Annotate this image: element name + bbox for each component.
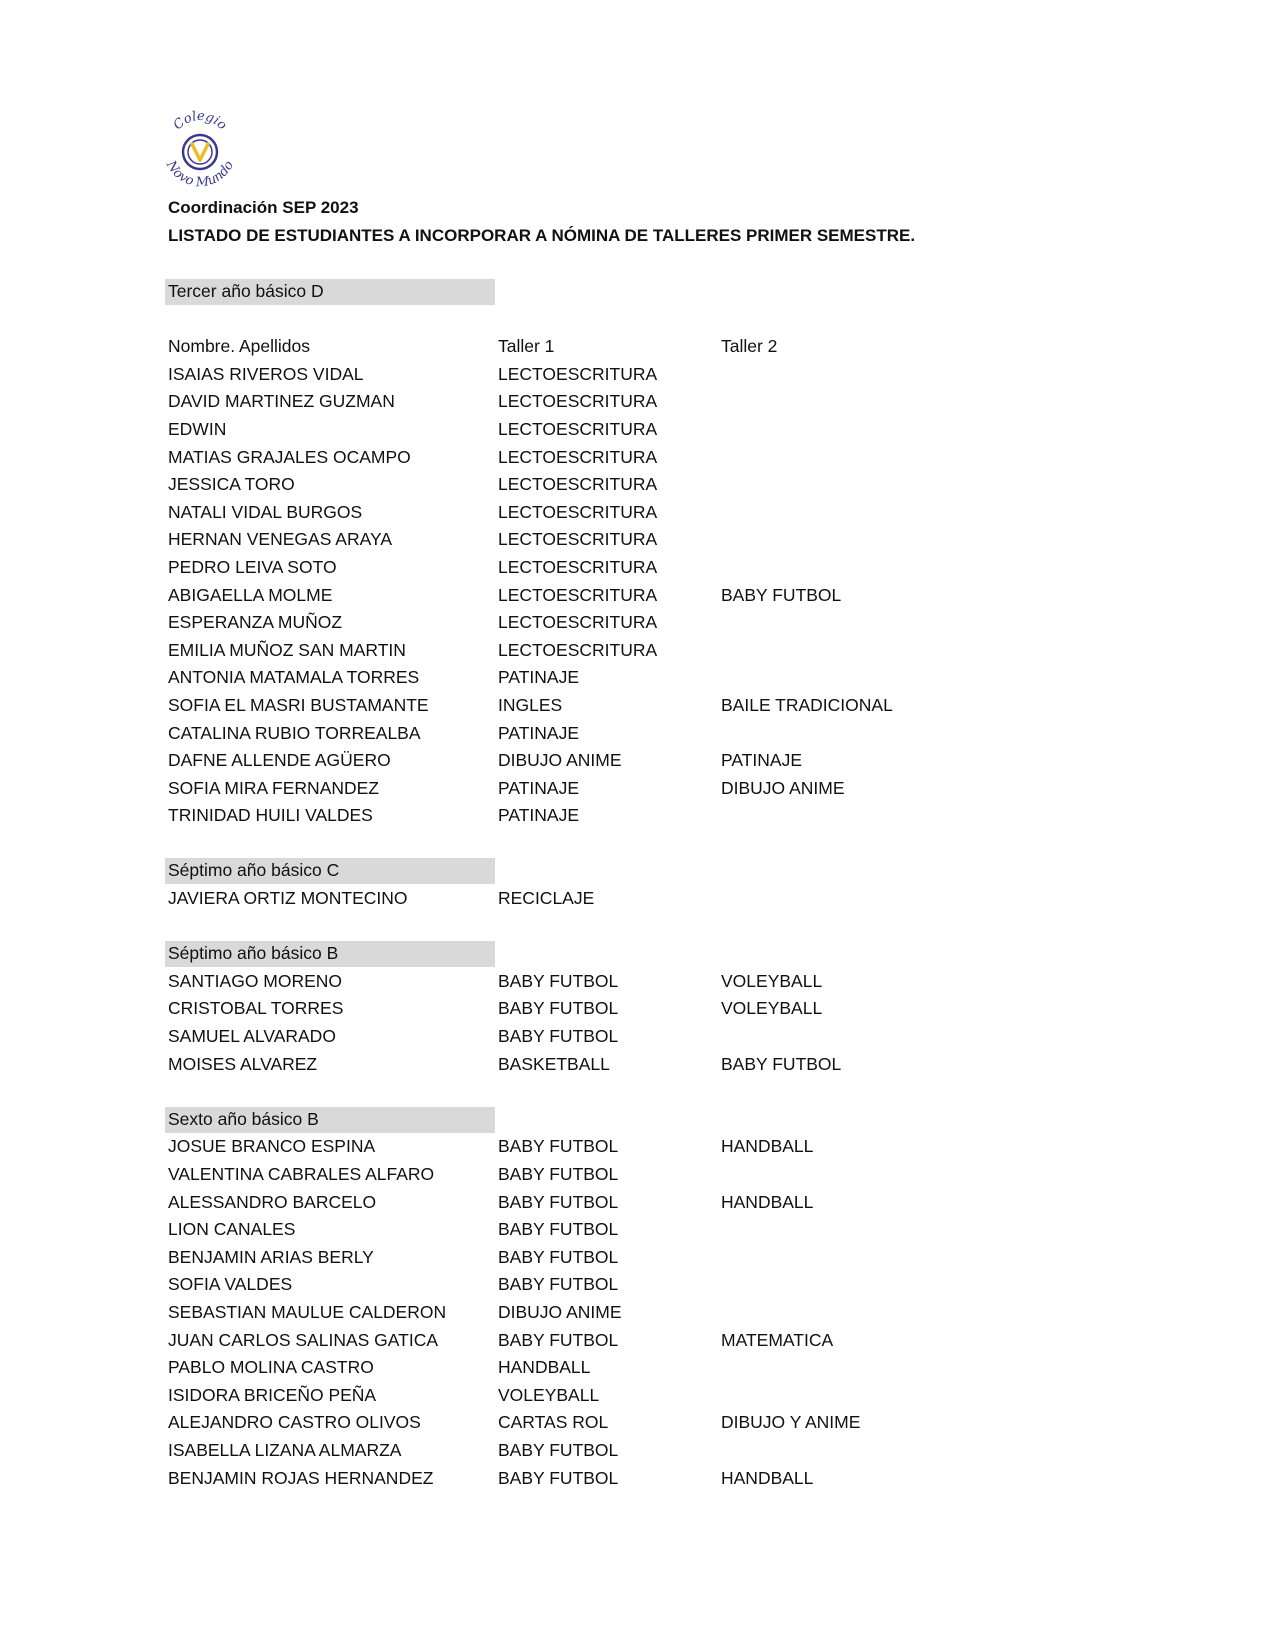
document-title: Coordinación SEP 2023	[168, 198, 359, 217]
document-subtitle: LISTADO DE ESTUDIANTES A INCORPORAR A NÓMINA DE TALLERES PRIMER SEMESTRE.	[168, 226, 916, 245]
taller-1: BABY FUTBOL	[498, 1246, 619, 1267]
table-row	[165, 1465, 965, 1493]
table-row	[165, 526, 965, 554]
table-row	[165, 802, 965, 830]
taller-2: PATINAJE	[721, 750, 803, 771]
section-header	[165, 857, 965, 885]
taller-1: LECTOESCRITURA	[498, 612, 658, 633]
table-row	[165, 1244, 965, 1272]
student-name: MATIAS GRAJALES OCAMPO	[168, 446, 411, 467]
table-row	[165, 1299, 965, 1327]
student-name: ALEJANDRO CASTRO OLIVOS	[168, 1412, 421, 1433]
section-title: Séptimo año básico B	[168, 943, 339, 964]
table-row	[165, 1216, 965, 1244]
student-name: NATALI VIDAL BURGOS	[168, 501, 363, 522]
section-spacer	[165, 913, 965, 941]
taller-1: HANDBALL	[498, 1357, 591, 1378]
table-row	[165, 692, 965, 720]
taller-2: BAILE TRADICIONAL	[721, 694, 893, 715]
section-header	[165, 1106, 965, 1134]
taller-1: DIBUJO ANIME	[498, 750, 622, 771]
taller-1: CARTAS ROL	[498, 1412, 609, 1433]
table-row	[165, 637, 965, 665]
student-name: BENJAMIN ROJAS HERNANDEZ	[168, 1467, 434, 1488]
student-name: HERNAN VENEGAS ARAYA	[168, 529, 392, 550]
section-header	[165, 940, 965, 968]
taller-1: DIBUJO ANIME	[498, 1301, 622, 1322]
section-spacer	[165, 830, 965, 858]
section-title: Séptimo año básico C	[168, 860, 340, 881]
student-name: EMILIA MUÑOZ SAN MARTIN	[168, 639, 406, 660]
table-row	[165, 968, 965, 996]
student-name: EDWIN	[168, 418, 227, 439]
taller-1: BABY FUTBOL	[498, 1439, 619, 1460]
taller-1: LECTOESCRITURA	[498, 418, 658, 439]
student-name: SAMUEL ALVARADO	[168, 1026, 336, 1047]
table-row	[165, 499, 965, 527]
taller-1: LECTOESCRITURA	[498, 363, 658, 384]
table-row	[165, 1327, 965, 1355]
table-row	[165, 582, 965, 610]
taller-2: VOLEYBALL	[721, 998, 823, 1019]
table-row	[165, 1189, 965, 1217]
taller-1: LECTOESCRITURA	[498, 529, 658, 550]
taller-1: RECICLAJE	[498, 888, 595, 909]
table-row	[165, 609, 965, 637]
section-title: Tercer año básico D	[168, 281, 324, 301]
taller-1: LECTOESCRITURA	[498, 501, 658, 522]
student-name: VALENTINA CABRALES ALFARO	[168, 1164, 435, 1184]
student-name: SOFIA VALDES	[168, 1274, 293, 1295]
student-name: ISAIAS RIVEROS VIDAL	[168, 363, 364, 384]
section-spacer	[165, 306, 965, 334]
taller-2: VOLEYBALL	[721, 970, 823, 991]
table-row	[165, 471, 965, 499]
student-name: LION CANALES	[168, 1219, 296, 1240]
student-list	[165, 278, 965, 1492]
student-name: ISABELLA LIZANA ALMARZA	[168, 1439, 402, 1460]
table-row	[165, 885, 965, 913]
taller-1: BABY FUTBOL	[498, 1136, 619, 1157]
table-row	[165, 1437, 965, 1465]
taller-1: PATINAJE	[498, 777, 580, 798]
taller-2: HANDBALL	[721, 1136, 814, 1157]
table-row	[165, 416, 965, 444]
student-name: ISIDORA BRICEÑO PEÑA	[168, 1384, 377, 1405]
svg-text:Novo Mundo: Novo Mundo	[162, 158, 237, 191]
taller-2: MATEMATICA	[721, 1329, 834, 1350]
table-row	[165, 388, 965, 416]
section-title: Sexto año básico B	[168, 1108, 319, 1129]
student-name: DAFNE ALLENDE AGÜERO	[168, 750, 391, 771]
taller-1: PATINAJE	[498, 722, 580, 743]
taller-1: LECTOESCRITURA	[498, 391, 658, 412]
table-row	[165, 775, 965, 803]
taller-1: PATINAJE	[498, 805, 580, 826]
taller-1: BABY FUTBOL	[498, 970, 619, 991]
student-name: JESSICA TORO	[168, 474, 295, 495]
svg-text:Colegio: Colegio	[170, 110, 230, 134]
taller-1: BABY FUTBOL	[498, 1026, 619, 1047]
taller-1: PATINAJE	[498, 667, 580, 688]
taller-1: BABY FUTBOL	[498, 1164, 619, 1184]
student-name: SEBASTIAN MAULUE CALDERON	[168, 1301, 447, 1322]
student-name: DAVID MARTINEZ GUZMAN	[168, 391, 395, 412]
taller-1: VOLEYBALL	[498, 1384, 600, 1405]
table-row	[165, 1354, 965, 1382]
table-row	[165, 1133, 965, 1161]
taller-1: BABY FUTBOL	[498, 1467, 619, 1488]
taller-2: BABY FUTBOL	[721, 584, 842, 605]
table-row	[165, 554, 965, 582]
student-name: SOFIA MIRA FERNANDEZ	[168, 777, 379, 798]
taller-1: BABY FUTBOL	[498, 998, 619, 1019]
school-logo	[158, 110, 242, 194]
column-header-row	[165, 333, 965, 361]
taller-2: HANDBALL	[721, 1191, 814, 1212]
student-name: CRISTOBAL TORRES	[168, 998, 344, 1019]
table-row	[165, 747, 965, 775]
taller-1: BABY FUTBOL	[498, 1191, 619, 1212]
taller-1: LECTOESCRITURA	[498, 584, 658, 605]
student-name: JOSUE BRANCO ESPINA	[168, 1136, 376, 1157]
taller-1: INGLES	[498, 694, 563, 715]
student-name: ALESSANDRO BARCELO	[168, 1191, 377, 1212]
student-name: ESPERANZA MUÑOZ	[168, 612, 343, 633]
table-row	[165, 444, 965, 472]
table-row	[165, 1409, 965, 1437]
column-header: Taller 2	[721, 336, 778, 357]
table-row	[165, 720, 965, 748]
student-name: ANTONIA MATAMALA TORRES	[168, 667, 420, 688]
taller-1: BABY FUTBOL	[498, 1219, 619, 1240]
student-name: SOFIA EL MASRI BUSTAMANTE	[168, 694, 429, 715]
taller-1: BASKETBALL	[498, 1053, 610, 1074]
section-spacer	[165, 1078, 965, 1106]
student-name: CATALINA RUBIO TORREALBA	[168, 722, 421, 743]
table-row	[165, 1023, 965, 1051]
table-row	[165, 995, 965, 1023]
taller-1: LECTOESCRITURA	[498, 446, 658, 467]
table-row	[165, 1271, 965, 1299]
taller-1: BABY FUTBOL	[498, 1329, 619, 1350]
student-name: PEDRO LEIVA SOTO	[168, 556, 337, 577]
taller-2: HANDBALL	[721, 1467, 814, 1488]
student-name: PABLO MOLINA CASTRO	[168, 1357, 374, 1378]
student-name: TRINIDAD HUILI VALDES	[168, 805, 373, 826]
student-name: JAVIERA ORTIZ MONTECINO	[168, 888, 408, 909]
student-name: BENJAMIN ARIAS BERLY	[168, 1246, 374, 1267]
column-header: Taller 1	[498, 336, 555, 357]
taller-2: DIBUJO Y ANIME	[721, 1412, 861, 1433]
taller-1: LECTOESCRITURA	[498, 474, 658, 495]
taller-1: LECTOESCRITURA	[498, 556, 658, 577]
student-name: ABIGAELLA MOLME	[168, 584, 333, 605]
student-name: SANTIAGO MORENO	[168, 970, 343, 991]
taller-2: BABY FUTBOL	[721, 1053, 842, 1074]
table-row	[165, 361, 965, 389]
table-row	[165, 1382, 965, 1410]
taller-1: LECTOESCRITURA	[498, 639, 658, 660]
student-name: JUAN CARLOS SALINAS GATICA	[168, 1329, 439, 1350]
taller-2: DIBUJO ANIME	[721, 777, 845, 798]
table-row	[165, 1161, 965, 1189]
student-name: MOISES ALVAREZ	[168, 1053, 318, 1074]
table-row	[165, 664, 965, 692]
table-row	[165, 1051, 965, 1079]
section-header	[165, 278, 965, 306]
taller-1: BABY FUTBOL	[498, 1274, 619, 1295]
column-header: Nombre. Apellidos	[168, 336, 311, 357]
